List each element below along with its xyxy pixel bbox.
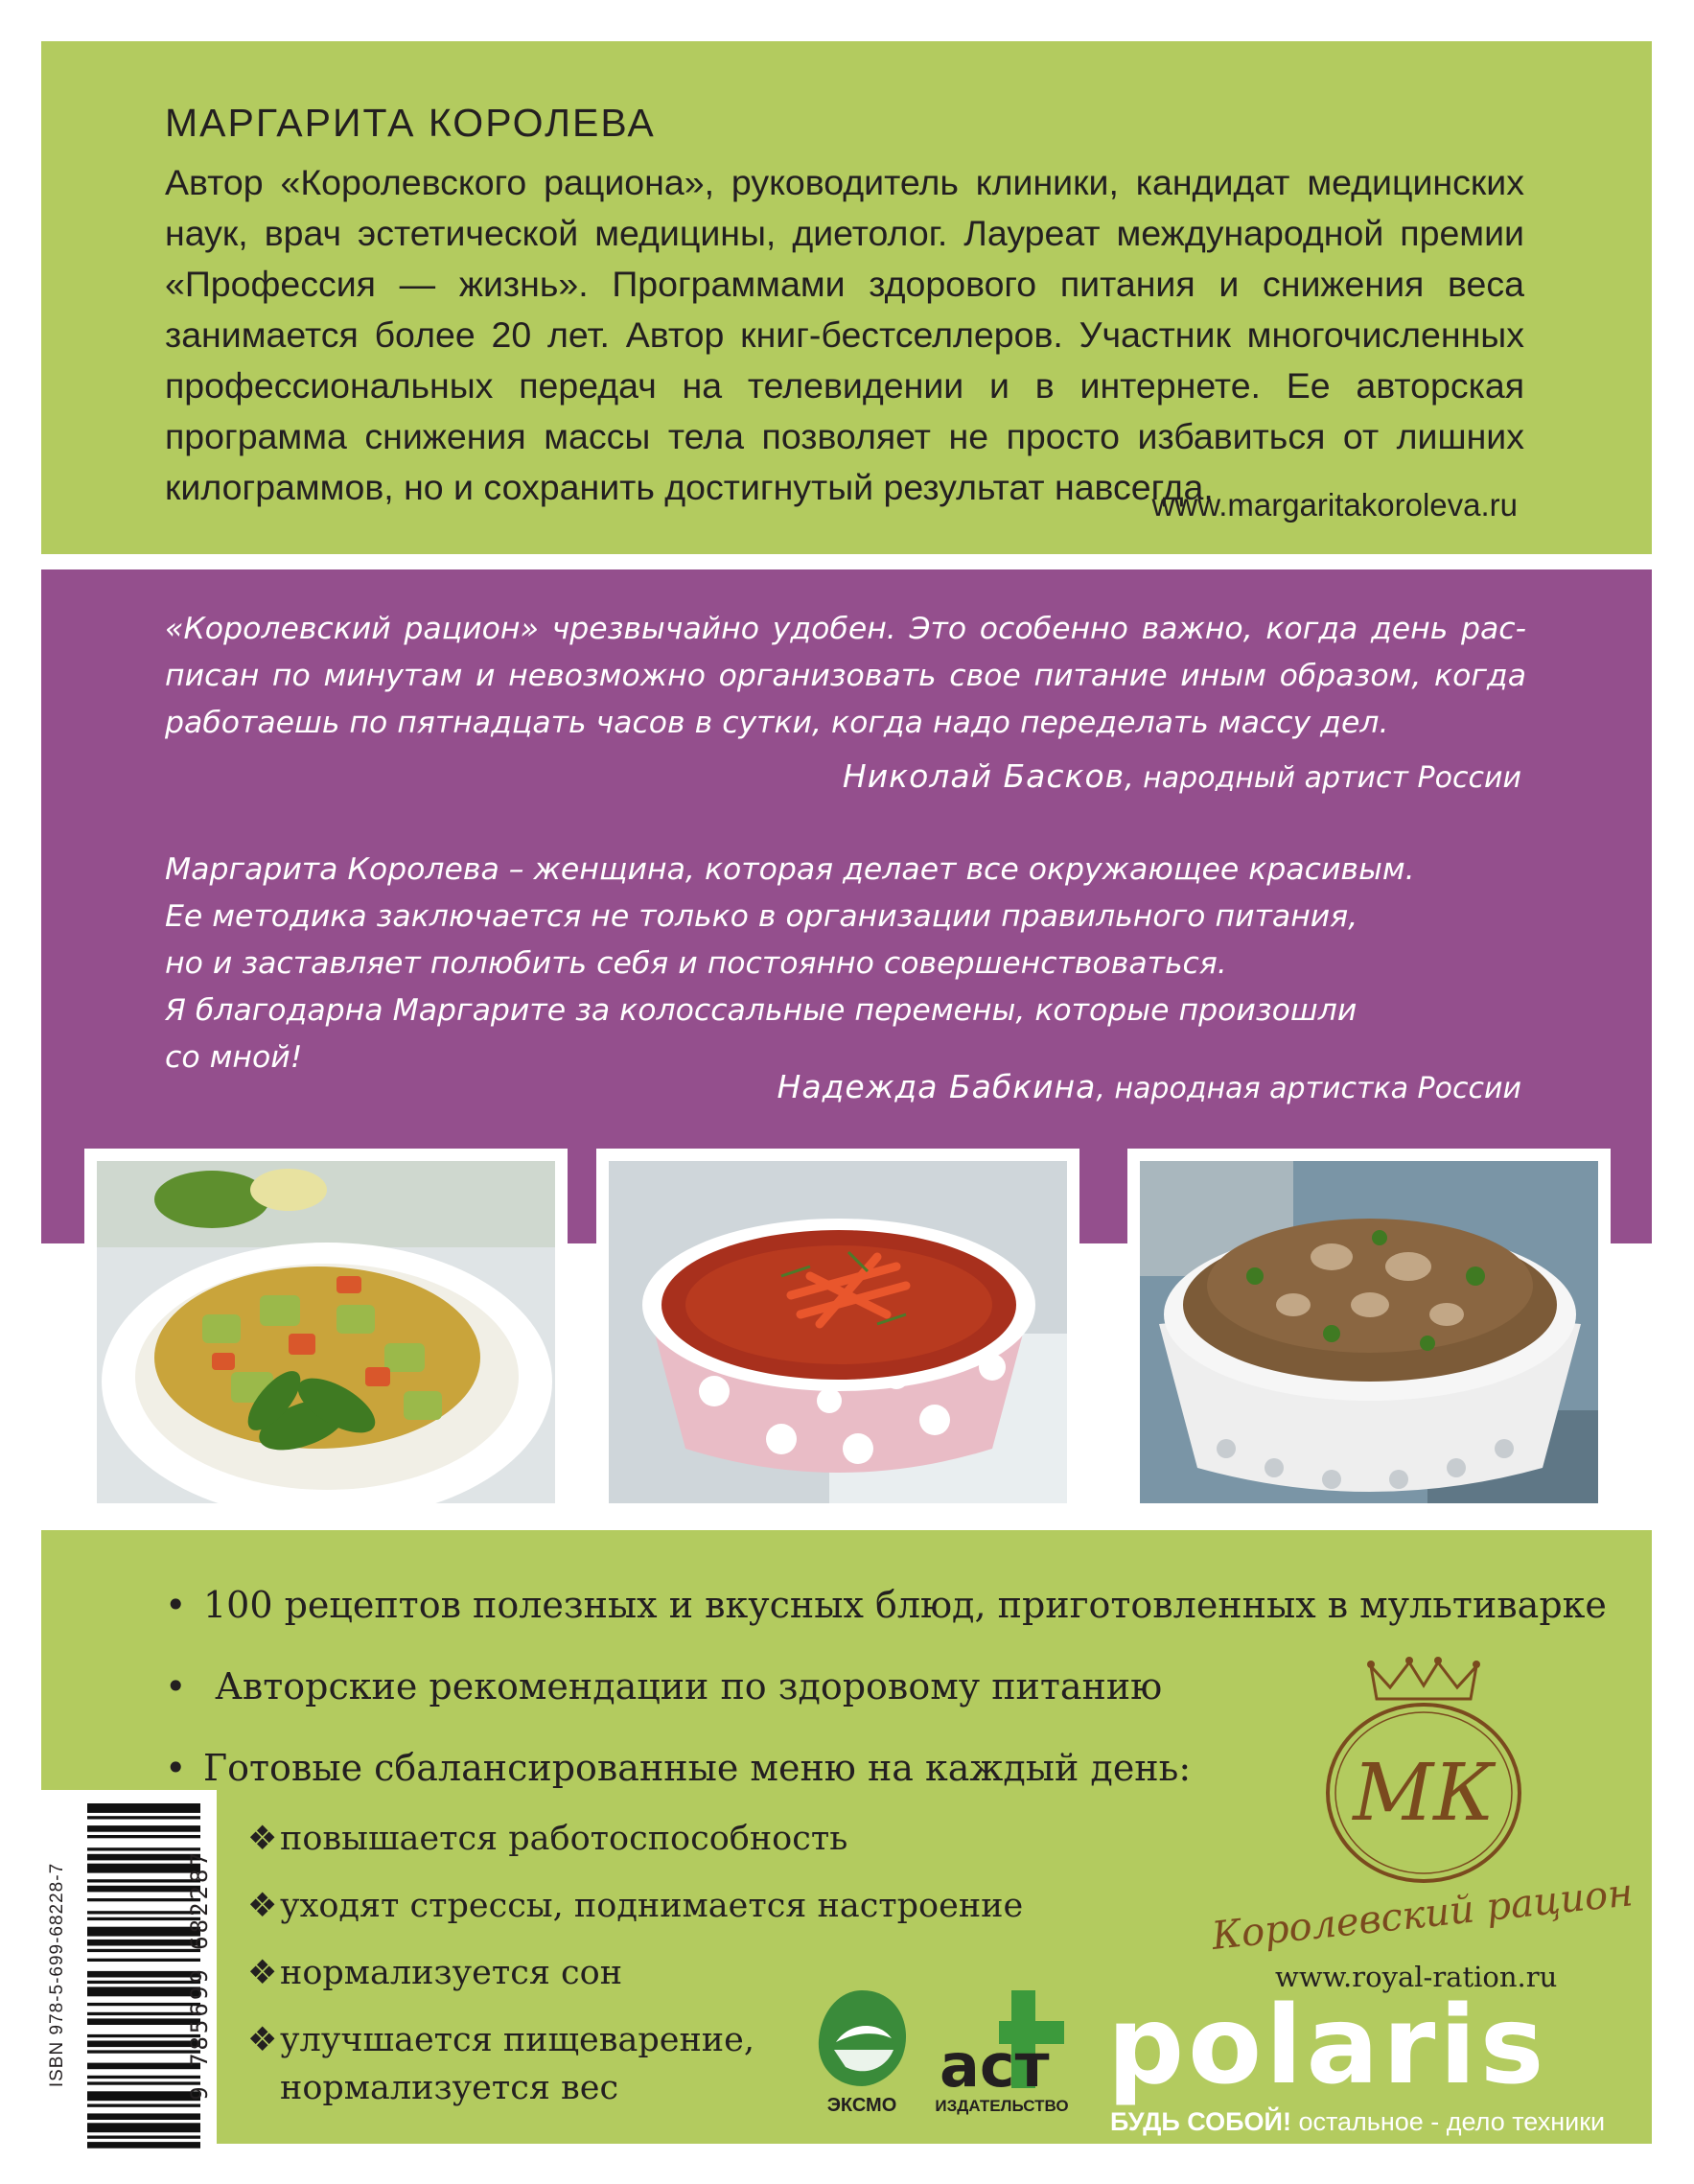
feature-text: Готовые сбалансированные меню на каждый день: bbox=[203, 1747, 1192, 1789]
quote-2-line: но и заставляет полюбить себя и постоянно совершенствоваться. bbox=[165, 946, 1227, 981]
polaris-slogan-bold: БУДЬ СОБОЙ! bbox=[1110, 2107, 1291, 2136]
author-website[interactable]: www.margaritakoroleva.ru bbox=[1151, 487, 1518, 523]
bullet-icon: • bbox=[165, 1584, 187, 1626]
feature-recipes bbox=[165, 1584, 1607, 1626]
mk-monogram-icon bbox=[1209, 1649, 1636, 1965]
polaris-logo: polaris bbox=[1107, 1984, 1548, 2108]
author-name: МАРГАРИТА КОРОЛЕВА bbox=[165, 101, 656, 145]
quote-1-attribution bbox=[843, 757, 1521, 795]
eksmo-leaf-icon bbox=[807, 1983, 917, 2117]
vegetable-salad-image bbox=[97, 1161, 555, 1503]
bullet-icon: • bbox=[165, 1665, 187, 1708]
sub-benefit bbox=[247, 1882, 1023, 1930]
sub-benefit bbox=[247, 1949, 622, 1997]
barcode-number: 9 785699 682287 bbox=[186, 1849, 213, 2101]
quote-2-line: Я благодарна Маргарите за колоссальные перемены, которые произошли bbox=[165, 993, 1358, 1028]
diamond-bullet-icon: ❖ bbox=[247, 1954, 278, 1992]
ast-logo bbox=[930, 1983, 1074, 2117]
royal-ration-logo bbox=[1209, 1649, 1636, 1965]
polaris-slogan bbox=[1110, 2107, 1605, 2137]
royal-ration-website[interactable]: www.royal-ration.ru bbox=[1275, 1961, 1558, 1993]
sub-benefit-text: улучшается пищеварение, bbox=[280, 2021, 754, 2059]
polaris-slogan-rest: остальное - дело техники bbox=[1290, 2107, 1606, 2136]
isbn-label-wrap bbox=[38, 1793, 77, 2157]
sub-benefit bbox=[247, 2016, 754, 2112]
quote-2-line: Ее методика заключается не только в организации правильного питания, bbox=[165, 899, 1358, 934]
quote-2-text bbox=[165, 847, 1526, 1081]
quote-2-line: со мной! bbox=[165, 1040, 303, 1075]
photo-borscht bbox=[596, 1149, 1079, 1516]
quote-1-author-name: Николай Басков bbox=[842, 757, 1125, 795]
barcode-number-wrap bbox=[182, 1793, 217, 2157]
eksmo-wordmark: ЭКСМО bbox=[826, 2095, 897, 2116]
quote-2-line: Маргарита Королева – женщина, которая делает все окружающее красивым. bbox=[165, 852, 1415, 887]
quote-1-author-title: , народный артист России bbox=[1125, 761, 1521, 795]
author-bio: Автор «Королевского рациона», руководитель клиники, кандидат медицинских наук, врач эстетической медицины, диетолог. Лауреат международной премии «Профессия — жизнь». Программами здорового питания и снижения веса занимается более 20 лет. Автор книг-бестселлеров. Участник многочисленных профессиональных передач на телевидении и в интернете. Ее авторская программа снижения массы тела позволяет не просто избавиться от лишних килограммов, но и сохранить достигнутый результат навсегда. bbox=[165, 162, 1524, 507]
feature-text: 100 рецептов полезных и вкусных блюд, приготовленных в мультиварке bbox=[203, 1584, 1607, 1626]
quote-2-author-name: Надежда Бабкина bbox=[777, 1068, 1097, 1105]
quote-2-author-title: , народная артистка России bbox=[1096, 1072, 1521, 1105]
sub-benefit-text: нормализуется сон bbox=[280, 1954, 623, 1992]
borscht-image bbox=[609, 1161, 1067, 1503]
sub-benefit-text: уходят стрессы, поднимается настроение bbox=[280, 1887, 1024, 1925]
diamond-bullet-icon: ❖ bbox=[247, 1820, 278, 1858]
quote-1-text: «Королевский рацион» чрезвычайно удобен. Это особенно важно, когда день расписан по минутам и невозможно организовать свое питание иным образом, когда работаешь по пятнадцать часов в сутки, когда надо переделать массу дел. bbox=[165, 612, 1526, 740]
diamond-bullet-icon: ❖ bbox=[247, 1887, 278, 1925]
sub-benefit bbox=[247, 1815, 847, 1863]
quote-2-attribution bbox=[777, 1068, 1521, 1105]
photo-vegetable-salad bbox=[84, 1149, 568, 1516]
ast-subtitle: ИЗДАТЕЛЬСТВО bbox=[935, 2097, 1069, 2115]
royal-ration-wordmark: Королевский рацион bbox=[1209, 1870, 1636, 1960]
feature-menus bbox=[165, 1747, 1191, 1789]
feature-text: Авторские рекомендации по здоровому питанию bbox=[203, 1665, 1163, 1708]
feature-recommendations bbox=[165, 1665, 1162, 1708]
mk-monogram-text: МК bbox=[1353, 1748, 1495, 1839]
buckwheat-image bbox=[1140, 1161, 1598, 1503]
photo-buckwheat bbox=[1127, 1149, 1611, 1516]
ast-wordmark: аст bbox=[940, 2031, 1050, 2101]
eksmo-logo bbox=[807, 1983, 917, 2117]
sub-benefit-text: повышается работоспособность bbox=[280, 1820, 848, 1858]
diamond-bullet-icon: ❖ bbox=[247, 2021, 278, 2059]
isbn-label: ISBN 978-5-699-68228-7 bbox=[47, 1862, 67, 2088]
ast-cross-icon bbox=[930, 1983, 1074, 2117]
sub-benefit-text: нормализуется вес bbox=[280, 2069, 619, 2107]
bullet-icon: • bbox=[165, 1747, 187, 1789]
